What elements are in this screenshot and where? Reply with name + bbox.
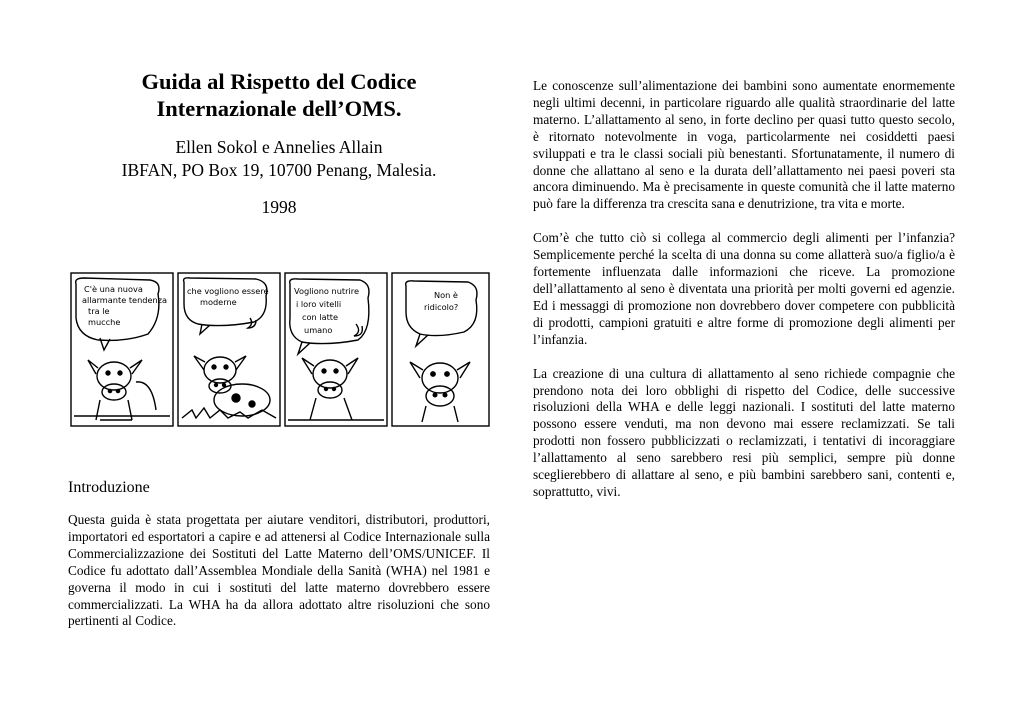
title-line-2: Internazionale dell’OMS. — [156, 96, 402, 121]
title-line-1: Guida al Rispetto del Codice — [141, 69, 417, 94]
panel-1-line-1: C'è una nuova — [84, 284, 143, 294]
panel-3-line-1: Vogliono nutrire — [294, 286, 359, 296]
cartoon-strip-illustration — [70, 270, 490, 430]
panel-3-line-3: con latte — [302, 312, 339, 322]
panel-3-line-2: i loro vitelli — [296, 299, 342, 309]
cow-figure-3 — [288, 358, 384, 420]
publication-year: 1998 — [261, 197, 297, 217]
moon-icon-2 — [354, 324, 362, 336]
panel-1-line-4: mucche — [88, 317, 121, 327]
intro-section — [68, 512, 490, 647]
intro-paragraph: Questa guida è stata progettata per aiutare venditori, distributori, produttori, importatori ed esportatori a capire e ad attenersi al Codice Internazionale sulla Commercializzazione dei Sostituti del Latte Materno dell’OMS/UNICEF. Il Codice fu adottato dall’Assemblea Mondiale della Sanità (WHA) nel 1981 e governa il modo in cui i sostituti del latte materno dovrebbero essere commercializzati. La WHA ha da allora adottato altre risoluzioni che sono pertinenti al Codice. — [68, 512, 490, 629]
panel-4-line-2: ridicolo? — [424, 302, 459, 312]
panel-2-line-1: che vogliono essere — [187, 286, 269, 296]
document-title — [68, 68, 490, 122]
panel-1-line-3: tra le — [88, 306, 110, 316]
panel-2-line-2: moderne — [200, 297, 237, 307]
authors: Ellen Sokol e Annelies Allain — [175, 137, 383, 157]
authors-block — [68, 136, 490, 182]
cartoon-strip — [70, 270, 490, 430]
intro-heading: Introduzione — [68, 479, 150, 496]
cow-figure-1 — [74, 360, 170, 420]
cow-figure-2 — [182, 356, 276, 418]
right-paragraph-3: La creazione di una cultura di allattamento al seno richiede compagnie che prendono nota dei loro obblighi di rispetto del Codice, delle successive risoluzioni della WHA e delle leggi nazionali. I sostituti del latte materno possono essere venduti, ma non devono mai essere reclamizzati. Se tali prodotti non fossero pubblicizzati o reclamizzati, i tentativi di incoraggiare l’allattamento al seno sarebbero resi più semplici, sempre più donne sceglierebbero di allattare al seno, e più bambini sarebbero sani, contenti e, soprattutto, vivi. — [533, 365, 955, 499]
right-paragraph-1: Le conoscenze sull’alimentazione dei bambini sono aumentate enormemente negli ultimi decenni, in particolare riguardo alle qualità straordinarie del latte materno. L’allattamento al seno, in forte declino per quasi tutto questo secolo, è ritornato notevolmente in voga, particolarmente nei cosiddetti paesi sviluppati e tra le classi sociali più benestanti. Sfortunatamente, il numero di donne che allattano al seno e la durata dell’allattamento nei paesi poveri sta ancora diminuendo. Ma è precisamente in queste comunità che il latte materno può fare la differenza tra crescita sana e denutrizione, tra vita e morte. — [533, 78, 955, 212]
right-column — [533, 78, 955, 518]
title-block — [68, 68, 490, 218]
panel-4-line-1: Non è — [434, 290, 458, 300]
address: IBFAN, PO Box 19, 10700 Penang, Malesia. — [121, 160, 437, 180]
cow-figure-4 — [410, 362, 470, 422]
panel-3-line-4: umano — [304, 325, 333, 335]
right-paragraph-2: Com’è che tutto ciò si collega al commercio degli alimenti per l’infanzia? Semplicemente perché la scelta di una donna su come allatterà suo/a figlio/a è fortemente influenzata dalle informazioni che riceve. La promozione dell’allattamento al seno è diventata una priorità per molti governi ed agenzie. Ed i messaggi di promozione non dovrebbero dover competere con pubblicità di prodotti, campioni gratuiti e altre forme di promozione degli alimenti per l’infanzia. — [533, 230, 955, 347]
panel-1-line-2: allarmante tendenza — [82, 295, 168, 305]
